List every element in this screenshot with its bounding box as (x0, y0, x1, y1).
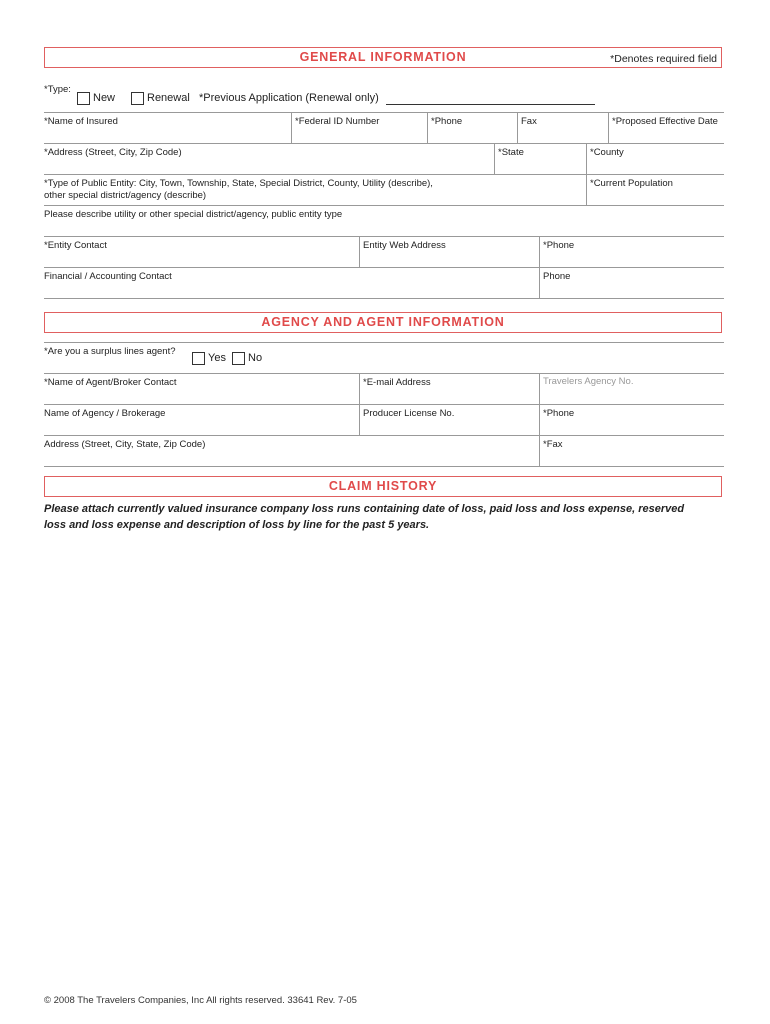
divider (44, 342, 724, 343)
surplus-yes-checkbox[interactable] (192, 352, 205, 365)
insured-fax-field[interactable]: Fax (521, 116, 537, 127)
divider (608, 112, 609, 143)
divider (44, 267, 724, 268)
entity-web-address-field[interactable]: Entity Web Address (363, 240, 446, 251)
insured-phone-field[interactable]: *Phone (431, 116, 463, 127)
previous-application-field[interactable] (386, 104, 595, 105)
divider (359, 236, 360, 267)
describe-utility-field[interactable]: Please describe utility or other special district/agency, public entity type (44, 209, 343, 220)
surplus-yes-label: Yes (208, 352, 226, 364)
divider (44, 205, 724, 206)
entity-type-line2: other special district/agency (describe) (44, 190, 207, 201)
county-field[interactable]: *County (590, 147, 624, 158)
type-new-checkbox[interactable] (77, 92, 90, 105)
surplus-no-checkbox[interactable] (232, 352, 245, 365)
entity-contact-field[interactable]: *Entity Contact (44, 240, 107, 251)
previous-application-label: *Previous Application (Renewal only) (199, 92, 379, 104)
section-title: CLAIM HISTORY (328, 479, 438, 493)
email-field[interactable]: *E-mail Address (363, 377, 431, 388)
travelers-agency-number-field[interactable]: Travelers Agency No. (543, 376, 634, 387)
agency-address-field[interactable]: Address (Street, City, State, Zip Code) (44, 439, 206, 450)
claim-history-instructions (44, 502, 724, 533)
divider (44, 236, 724, 237)
divider (517, 112, 518, 143)
producer-license-field[interactable]: Producer License No. (363, 408, 455, 419)
name-of-insured-field[interactable]: *Name of Insured (44, 116, 118, 127)
divider (44, 143, 724, 144)
divider (494, 143, 495, 174)
required-field-note: *Denotes required field (610, 53, 717, 65)
type-renewal-label: Renewal (147, 92, 190, 104)
surplus-no-label: No (248, 352, 263, 364)
divider (427, 112, 428, 143)
divider (44, 466, 724, 467)
type-renewal-checkbox[interactable] (131, 92, 144, 105)
section-title: GENERAL INFORMATION (299, 50, 467, 64)
copyright-footer: © 2008 The Travelers Companies, Inc All rights reserved. 33641 Rev. 7-05 (44, 995, 357, 1006)
current-population-field[interactable]: *Current Population (590, 178, 673, 189)
section-title: AGENCY AND AGENT INFORMATION (261, 315, 505, 329)
divider (291, 112, 292, 143)
claim-instructions-line1: Please attach currently valued insurance company loss runs containing date of loss, paid loss and loss expense, reserved (44, 503, 685, 515)
entity-phone-field[interactable]: *Phone (543, 240, 575, 251)
claim-history-header (44, 476, 722, 497)
entity-type-field[interactable]: *Type of Public Entity: City, Town, Township, State, Special District, County, Utility (describe), (44, 178, 433, 189)
divider (44, 298, 724, 299)
agency-information-header (44, 312, 722, 333)
divider (586, 143, 587, 174)
divider (44, 404, 724, 405)
divider (539, 373, 540, 466)
surplus-lines-label: *Are you a surplus lines agent? (44, 346, 176, 357)
divider (44, 373, 724, 374)
divider (586, 174, 587, 205)
agency-name-field[interactable]: Name of Agency / Brokerage (44, 408, 166, 419)
state-field[interactable]: *State (498, 147, 524, 158)
financial-phone-field[interactable]: Phone (543, 271, 571, 282)
federal-id-field[interactable]: *Federal ID Number (295, 116, 380, 127)
agent-contact-field[interactable]: *Name of Agent/Broker Contact (44, 377, 177, 388)
divider (44, 174, 724, 175)
general-information-header (44, 47, 722, 68)
type-label: *Type: (44, 84, 71, 95)
agency-phone-field[interactable]: *Phone (543, 408, 575, 419)
agency-fax-field[interactable]: *Fax (543, 439, 563, 450)
insured-address-field[interactable]: *Address (Street, City, Zip Code) (44, 147, 182, 158)
proposed-effective-date-field[interactable]: *Proposed Effective Date (612, 116, 718, 127)
claim-instructions-line2: loss and loss expense and description of loss by line for the past 5 years. (44, 518, 430, 531)
type-new-label: New (93, 92, 116, 104)
divider (44, 435, 724, 436)
financial-contact-field[interactable]: Financial / Accounting Contact (44, 271, 172, 282)
divider (44, 112, 724, 113)
